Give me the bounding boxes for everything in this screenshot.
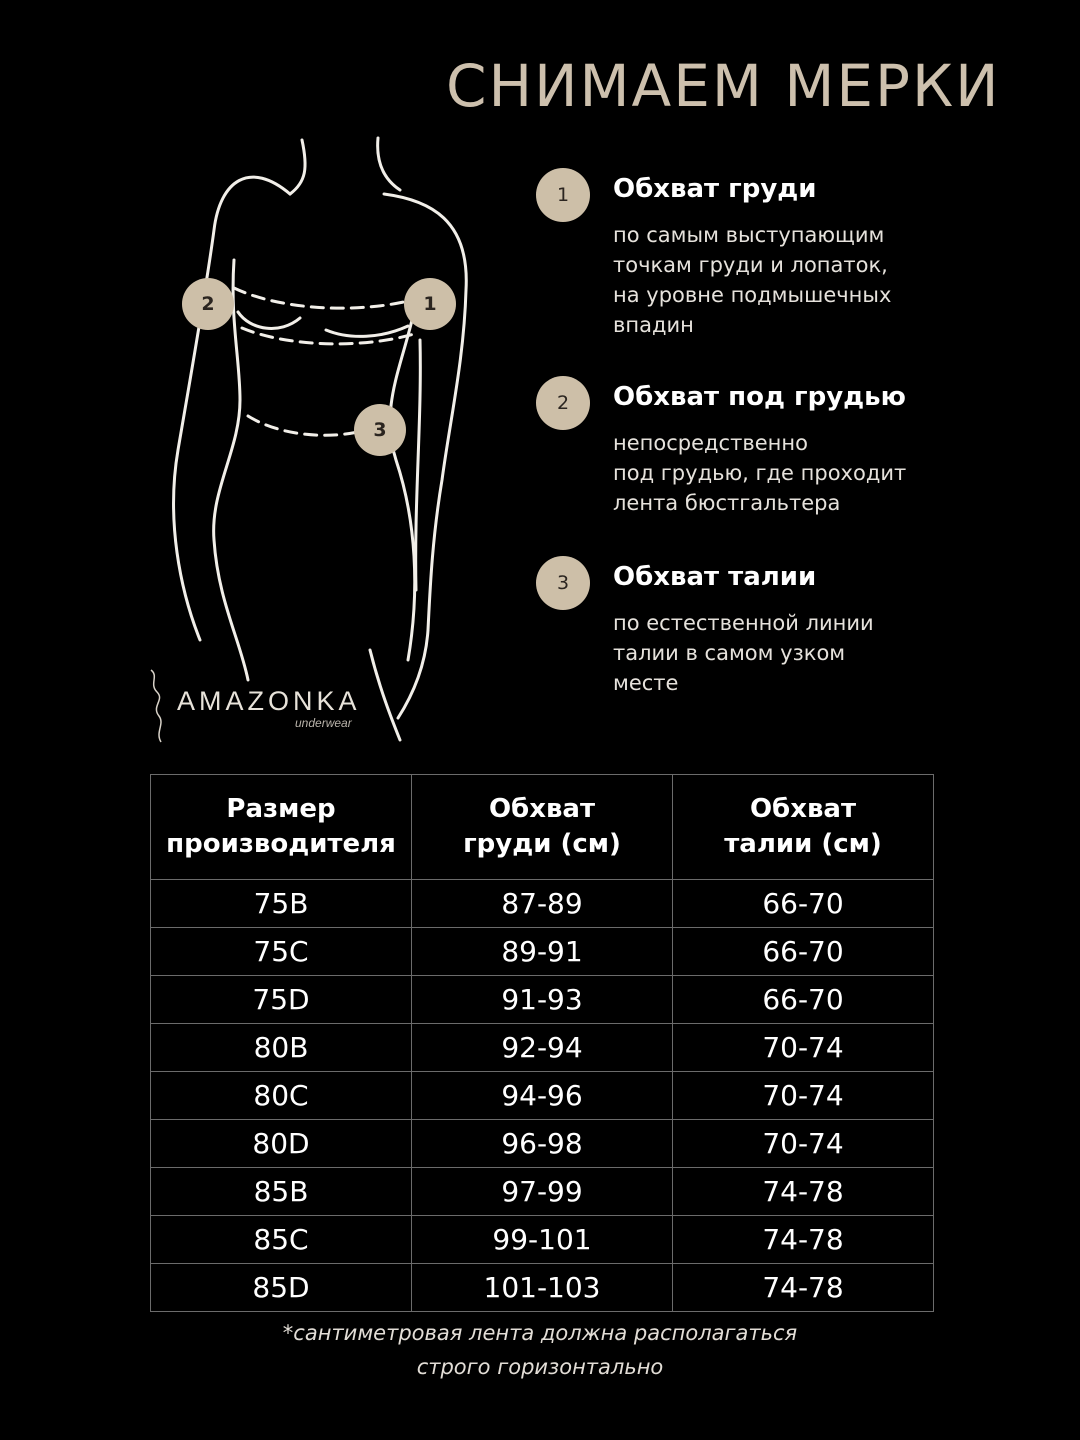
- cell-bust: 91-93: [412, 976, 673, 1024]
- measure-badge: 1: [536, 168, 590, 222]
- table-row: [151, 928, 934, 976]
- cell-waist: 70-74: [673, 1120, 934, 1168]
- table-row: [151, 976, 934, 1024]
- cell-bust: 101-103: [412, 1264, 673, 1312]
- footnote: *сантиметровая лента должна располагаться строго горизонтально: [282, 1321, 798, 1379]
- figure-badge-1: 1: [404, 278, 456, 330]
- cell-waist: 74-78: [673, 1264, 934, 1312]
- cell-size: 80B: [151, 1024, 412, 1072]
- table-row: [151, 1120, 934, 1168]
- cell-size: 85D: [151, 1264, 412, 1312]
- cell-waist: 70-74: [673, 1024, 934, 1072]
- measure-title: Обхват груди: [613, 174, 817, 204]
- table-row: [151, 1024, 934, 1072]
- cell-bust: 97-99: [412, 1168, 673, 1216]
- cell-bust: 89-91: [412, 928, 673, 976]
- header-bust: Обхват груди (см): [412, 775, 673, 880]
- table-row: [151, 1216, 934, 1264]
- measure-item-waist: [536, 556, 1056, 706]
- measure-badge: 2: [536, 376, 590, 430]
- cell-bust: 96-98: [412, 1120, 673, 1168]
- measure-item-underbust: [536, 376, 1056, 526]
- cell-bust: 99-101: [412, 1216, 673, 1264]
- cell-waist: 74-78: [673, 1168, 934, 1216]
- header-waist: Обхват талии (см): [673, 775, 934, 880]
- table-header-row: [151, 775, 934, 880]
- brand-name: AMAZONKA: [177, 686, 361, 716]
- cell-size: 80D: [151, 1120, 412, 1168]
- brand-logo: [145, 660, 395, 750]
- cell-waist: 74-78: [673, 1216, 934, 1264]
- cell-waist: 66-70: [673, 880, 934, 928]
- cell-size: 75C: [151, 928, 412, 976]
- cell-waist: 70-74: [673, 1072, 934, 1120]
- table-row: [151, 1168, 934, 1216]
- brand-sub: underwear: [295, 716, 352, 730]
- cell-waist: 66-70: [673, 976, 934, 1024]
- cell-bust: 92-94: [412, 1024, 673, 1072]
- cell-size: 80C: [151, 1072, 412, 1120]
- measure-description: по естественной линии талии в самом узком месте: [613, 611, 874, 695]
- measure-description: непосредственно под грудью, где проходит лента бюстгальтера: [613, 431, 907, 515]
- measure-item-chest: [536, 168, 1056, 348]
- table-row: [151, 1072, 934, 1120]
- brand-mark-icon: [145, 666, 171, 746]
- measure-title: Обхват под грудью: [613, 382, 906, 412]
- page-title: СНИМАЕМ МЕРКИ: [446, 52, 1001, 120]
- cell-bust: 87-89: [412, 880, 673, 928]
- cell-size: 85B: [151, 1168, 412, 1216]
- figure-badge-2: 2: [182, 278, 234, 330]
- header-size: Размер производителя: [151, 775, 412, 880]
- cell-size: 75D: [151, 976, 412, 1024]
- cell-size: 85C: [151, 1216, 412, 1264]
- cell-bust: 94-96: [412, 1072, 673, 1120]
- measure-title: Обхват талии: [613, 562, 817, 592]
- figure-badge-3: 3: [354, 404, 406, 456]
- measure-description: по самым выступающим точкам груди и лопаток, на уровне подмышечных впадин: [613, 223, 892, 337]
- measure-badge: 3: [536, 556, 590, 610]
- cell-size: 75B: [151, 880, 412, 928]
- table-row: [151, 880, 934, 928]
- table-row: [151, 1264, 934, 1312]
- cell-waist: 66-70: [673, 928, 934, 976]
- size-table: [150, 774, 934, 1312]
